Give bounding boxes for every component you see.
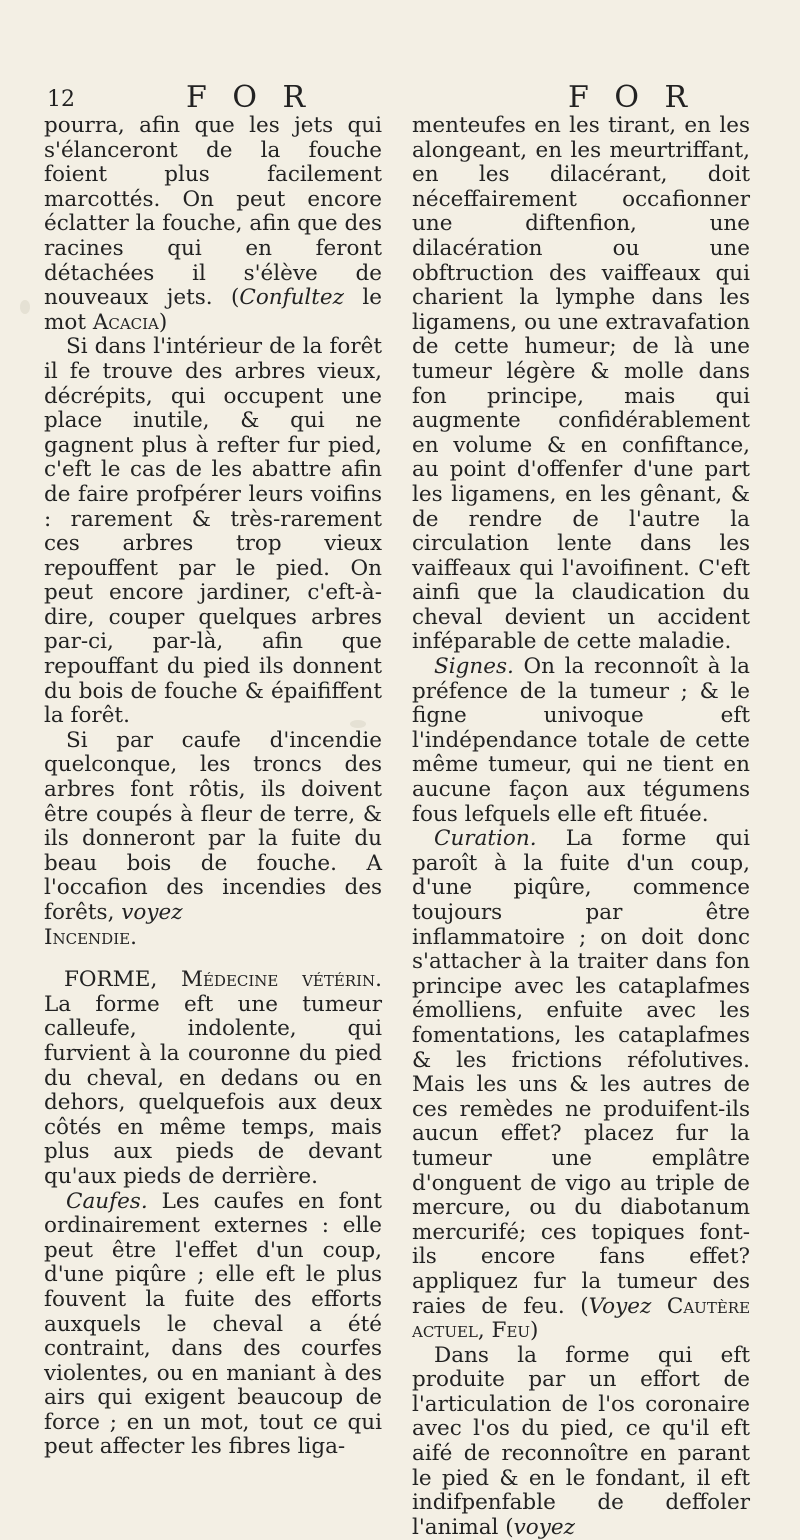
paper-stain xyxy=(20,300,30,314)
paragraph: Si dans l'intérieur de la forêt il fe trouve des arbres vieux, décrépits, qui occupent une place inutile, & qui ne gagnent plus à refter fur pied, c'eft le cas de les abattre afin de faire profpérer leurs voifins : rarement & très-rarement ces arbres trop vieux repouffent par le pied. On peut encore jardiner, c'eft-à-dire, couper quelques arbres par-ci, par-là, afin que repouffant du pied ils donnent du bois de fouche & épaififfent la forêt. xyxy=(44,334,382,729)
cross-reference: Voyez xyxy=(588,1293,652,1319)
running-head-right: F O R xyxy=(568,80,696,115)
section-label: Curation. xyxy=(434,826,537,852)
page-number: 12 xyxy=(47,87,75,112)
section-label: Signes. xyxy=(434,654,514,680)
cross-reference: voyez xyxy=(513,1514,575,1540)
cross-reference: Confultez xyxy=(239,285,344,311)
paragraph: Curation. La forme qui paroît à la fuite d'un coup, d'une piqûre, commence toujours par être inflammatoire ; on doit donc s'attacher à la traiter dans fon principe avec les cataplafmes émolliens, enfuite avec les fomentations, les cataplafmes & les frictions réfolutives. Mais les uns & les autres de ces remèdes ne produifent-ils aucun effet? placez fur la tumeur une emplâtre d'onguent de vigo au triple de mercure, ou du diabotanum mercurifé; ces topiques font-ils encore fans effet? appliquez fur la tumeur des raies de feu. (Voyez Cautère actuel, Feu) xyxy=(412,826,751,1344)
cross-reference-target: Incendie. xyxy=(44,924,137,950)
paragraph: pourra, afin que les jets qui s'élanceront de la fouche foient plus facilement marcottés. On peut encore éclatter la fouche, afin que des racines qui en feront détachées il s'élève de nouveaux jets. (Confultez le mot Acacia) xyxy=(44,113,382,335)
article-subject: Médecine vétérin. xyxy=(180,967,382,993)
article-entry: FORME, Médecine vétérin. La forme eft une tumeur calleufe, indolente, qui furvient à la couronne du pied du cheval, en dedans ou en dehors, quelquefois aux deux côtés en même temps, mais plus aux pieds de devant qu'aux pieds de derrière. xyxy=(44,967,382,1189)
section-label: Caufes. xyxy=(66,1188,148,1214)
cross-reference: voyez xyxy=(121,900,183,925)
paragraph: Dans la forme qui eft produite par un effort de l'articulation de l'os coronaire avec l'os du pied, ce qu'il eft aifé de reconnoître en parant le pied & en le fondant, il eft indifpenfable de deffoler l'animal (voyez xyxy=(412,1342,750,1540)
paragraph: Signes. On la reconnoît à la préfence de la tumeur ; & le figne univoque eft l'indépendance totale de cette même tumeur, qui ne tient en aucune façon aux tégumens fous lefquels elle eft fituée. xyxy=(412,654,750,827)
article-title: FORME, xyxy=(64,967,158,993)
paragraph: Caufes. Les caufes en font ordinairement externes : elle peut être l'effet d'un coup, d'une piqûre ; elle eft le plus fouvent la fuite des efforts auxquels le cheval a été contraint, dans des courfes violentes, ou en maniant à des airs qui exigent beaucoup de force ; en un mot, tout ce qui peut affecter les fibres liga- xyxy=(44,1188,382,1460)
paragraph: Si par caufe d'incendie quelconque, les troncs des arbres font rôtis, ils doivent être coupés à fleur de terre, & ils donneront par la fuite du beau bois de fouche. A l'occafion des incendies des forêts, voyez Incendie. xyxy=(44,727,382,950)
paragraph: menteufes en les tirant, en les alongeant, en les meurtriffant, en les dilacérant, doit néceffairement occafionner une diftenfion, une dilacération ou une obftruction des vaiffeaux qui charient la lymphe dans les ligamens, ou une extravafation de cette humeur; de là une tumeur légère & molle dans fon principe, mais qui augmente confidérablement en volume & en confiftance, au point d'offenfer d'une part les ligamens, en les gênant, & de rendre de l'autre la circulation lente dans les vaiffeaux qui l'avoifinent. C'eft ainfi que la claudication du cheval devient un accident inféparable de cette maladie. xyxy=(412,113,750,655)
cross-reference-target: Cautère actuel, Feu xyxy=(412,1293,751,1344)
cross-reference-target: Acacia xyxy=(92,309,159,335)
running-head-left: F O R xyxy=(186,80,314,115)
right-column xyxy=(412,114,750,1540)
left-column xyxy=(44,114,382,1460)
